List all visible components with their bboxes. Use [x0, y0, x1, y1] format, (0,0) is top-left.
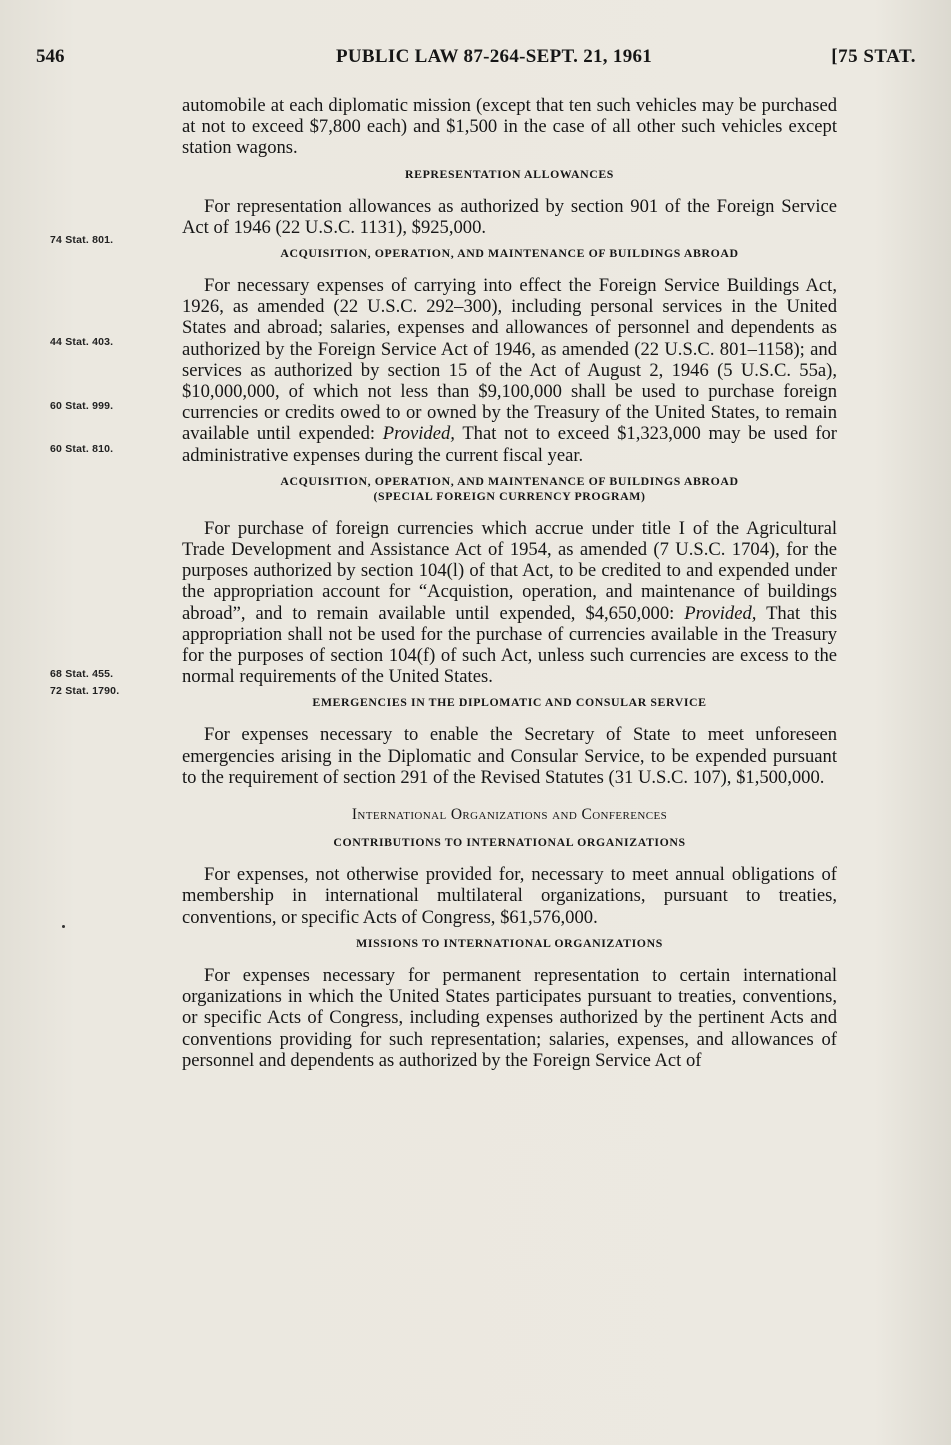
- heading-buildings-abroad: ACQUISITION, OPERATION, AND MAINTENANCE OF BUILDINGS ABROAD: [280, 246, 739, 261]
- representation-paragraph: For representation allowances as authorized by section 901 of the Foreign Service Act of 1946 (22 U.S.C. 1131), $925,000.: [182, 195, 837, 238]
- heading-representation-allowances: REPRESENTATION ALLOWANCES: [405, 166, 614, 181]
- margin-citation: 68 Stat. 455.: [50, 668, 114, 680]
- volume-reference: [75 STAT.: [831, 46, 916, 67]
- margin-citation: 72 Stat. 1790.: [50, 685, 120, 697]
- heading-missions: MISSIONS TO INTERNATIONAL ORGANIZATIONS: [356, 935, 663, 950]
- margin-citation: 60 Stat. 999.: [50, 400, 114, 412]
- buildings-special-paragraph: [182, 518, 837, 688]
- missions-paragraph: For expenses necessary for permanent representation to certain international organizations in which the United States participates pursuant to treaties, conventions, or specific Acts of Congress, including expenses authorized by the pertinent Acts and conventions providing for such representation; salaries, expenses, and allowances of personnel and dependents as authorized by the Foreign Service Act of: [182, 964, 837, 1071]
- buildings-text: For necessary expenses of carrying into effect the Foreign Service Buildings Act, 1926, as amended (22 U.S.C. 292–300), including personal services in the United States and abroad; salaries, expenses and allowances of personnel and dependents as authorized by the Foreign Service Act of 1946, as amended (22 U.S.C. 801–1158); and services as authorized by section 15 of the Act of August 2, 1946 (5 U.S.C. 55a), $10,000,000, of which not less than $9,100,000 shall be used to purchase foreign currencies or credits owed to or owned by the Treasury of the United States, to remain available until expended:: [182, 275, 837, 445]
- scan-speck: [62, 925, 65, 928]
- page-header: [36, 46, 916, 76]
- heading-buildings-special-title: ACQUISITION, OPERATION, AND MAINTENANCE OF BUILDINGS ABROAD: [280, 473, 739, 488]
- running-title: PUBLIC LAW 87-264-SEPT. 21, 1961: [336, 46, 653, 67]
- heading-emergencies: EMERGENCIES IN THE DIPLOMATIC AND CONSULAR SERVICE: [312, 695, 707, 710]
- document-body: [182, 95, 837, 1071]
- contributions-paragraph: For expenses, not otherwise provided for, necessary to meet annual obligations of membership in international multilateral organizations, pursuant to treaties, conventions, or specific Acts of Congress, $61,576,000.: [182, 864, 837, 928]
- margin-citation: 74 Stat. 801.: [50, 234, 114, 246]
- page-number: 546: [36, 46, 65, 67]
- intro-paragraph: automobile at each diplomatic mission (except that ten such vehicles may be purchased at not to exceed $7,800 each) and $1,500 in the case of all other such vehicles except station wagons.: [182, 95, 837, 159]
- heading-contributions: CONTRIBUTIONS TO INTERNATIONAL ORGANIZATIONS: [333, 835, 686, 850]
- buildings-special-text: For purchase of foreign currencies which accrue under title I of the Agricultural Trade Development and Assistance Act of 1954, as amended (7 U.S.C. 1704), for the purposes authorized by section 104(l) of that Act, to be credited to and expended under the appropriation account for “Acquistion, operation, and maintenance of buildings abroad”, and to remain available until expended, $4,650,000:: [182, 517, 837, 624]
- major-heading-international: International Organizations and Conferences: [351, 806, 668, 824]
- buildings-proviso: Provided,: [382, 423, 455, 445]
- margin-citation: 44 Stat. 403.: [50, 336, 114, 348]
- heading-buildings-special-subtitle: (SPECIAL FOREIGN CURRENCY PROGRAM): [373, 488, 646, 503]
- buildings-special-proviso: Provided,: [684, 602, 757, 624]
- emergencies-paragraph: For expenses necessary to enable the Secretary of State to meet unforeseen emergencies arising in the Diplomatic and Consular Service, to be expended pursuant to the requirement of section 291 of the Revised Statutes (31 U.S.C. 107), $1,500,000.: [182, 724, 837, 788]
- buildings-paragraph: [182, 275, 837, 466]
- buildings-special-text-after: That this appropriation shall not be used for the purchase of currencies available in the Treasury for the purposes of section 104(f) of such Act, unless such currencies are excess to the normal requirements of the United States.: [182, 602, 837, 688]
- buildings-text-after: That not to exceed $1,323,000 may be used for administrative expenses during the current fiscal year.: [182, 423, 838, 466]
- heading-buildings-special: [182, 474, 837, 504]
- margin-citation: 60 Stat. 810.: [50, 443, 114, 455]
